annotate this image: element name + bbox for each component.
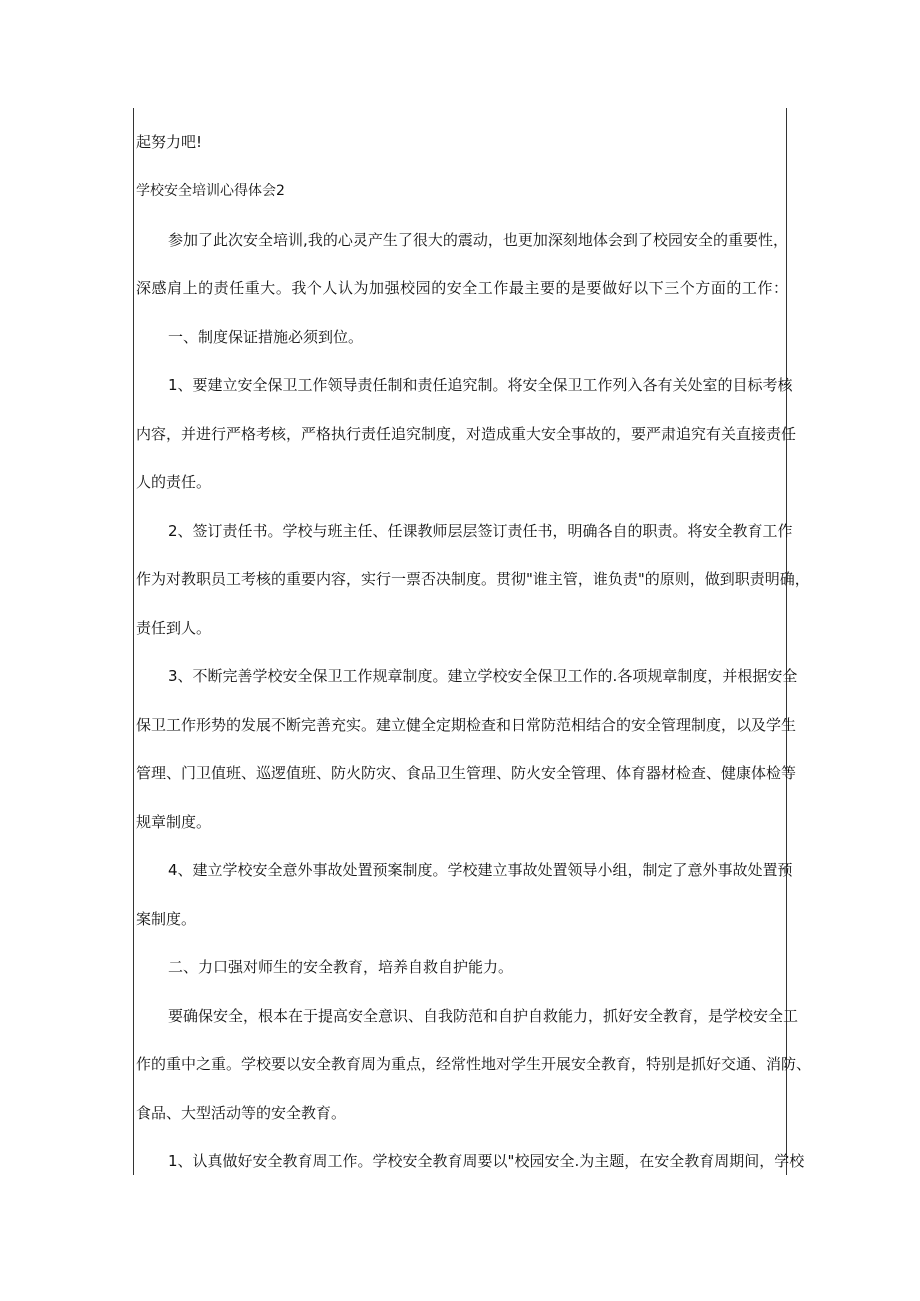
- text-line: 作为对教职员工考核的重要内容，实行一票否决制度。贯彻"谁主管，谁负责"的原则，做到职责明确，: [136, 570, 810, 588]
- text-line: 深感肩上的责任重大。我个人认为加强校园的安全工作最主要的是要做好以下三个方面的工作：: [136, 279, 788, 297]
- text-line: 管理、门卫值班、巡逻值班、防火防灾、食品卫生管理、防火安全管理、体育器材检查、健康体检等: [136, 764, 797, 782]
- text-line: 2、签订责任书。学校与班主任、任课教师层层签订责任书，明确各自的职责。将安全教育工作: [168, 522, 793, 540]
- text-line: 要确保安全，根本在于提高安全意识、自我防范和自护自救能力，抓好安全教育，是学校安全工: [168, 1007, 799, 1025]
- heading-line: 一、制度保证措施必须到位。: [168, 328, 364, 346]
- section-title: 学校安全培训心得体会2: [136, 183, 285, 199]
- text-line: 4、建立学校安全意外事故处置预案制度。学校建立事故处置领导小组，制定了意外事故处置预: [168, 861, 793, 879]
- text-line: 保卫工作形势的发展不断完善充实。建立健全定期检查和日常防范相结合的安全管理制度，以及学生: [136, 716, 797, 734]
- text-line: 3、不断完善学校安全保卫工作规章制度。建立学校安全保卫工作的.各项规章制度，并根据安全: [168, 667, 798, 685]
- text-line: 起努力吧!: [136, 133, 203, 151]
- text-line: 作的重中之重。学校要以安全教育周为重点，经常性地对学生开展安全教育，特别是抓好交通、消防、: [136, 1055, 812, 1073]
- text-line: 案制度。: [136, 910, 197, 928]
- heading-line: 二、力口强对师生的安全教育，培养自救自护能力。: [168, 958, 514, 976]
- text-line: 食品、大型活动等的安全教育。: [136, 1104, 347, 1122]
- text-line: 责任到人。: [136, 619, 212, 637]
- text-line: 人的责任。: [136, 473, 212, 491]
- text-line: 1、要建立安全保卫工作领导责任制和责任追究制。将安全保卫工作列入各有关处室的目标考核: [168, 376, 793, 394]
- text-line: 规章制度。: [136, 813, 212, 831]
- text-line: 1、认真做好安全教育周工作。学校安全教育周要以"校园安全.为主题，在安全教育周期间，学校: [168, 1152, 805, 1170]
- text-line: 参加了此次安全培训,我的心灵产生了很大的震动，也更加深刻地体会到了校园安全的重要性，: [168, 231, 788, 249]
- text-line: 内容，并进行严格考核，严格执行责任追究制度，对造成重大安全事故的，要严肃追究有关直接责任: [136, 425, 797, 443]
